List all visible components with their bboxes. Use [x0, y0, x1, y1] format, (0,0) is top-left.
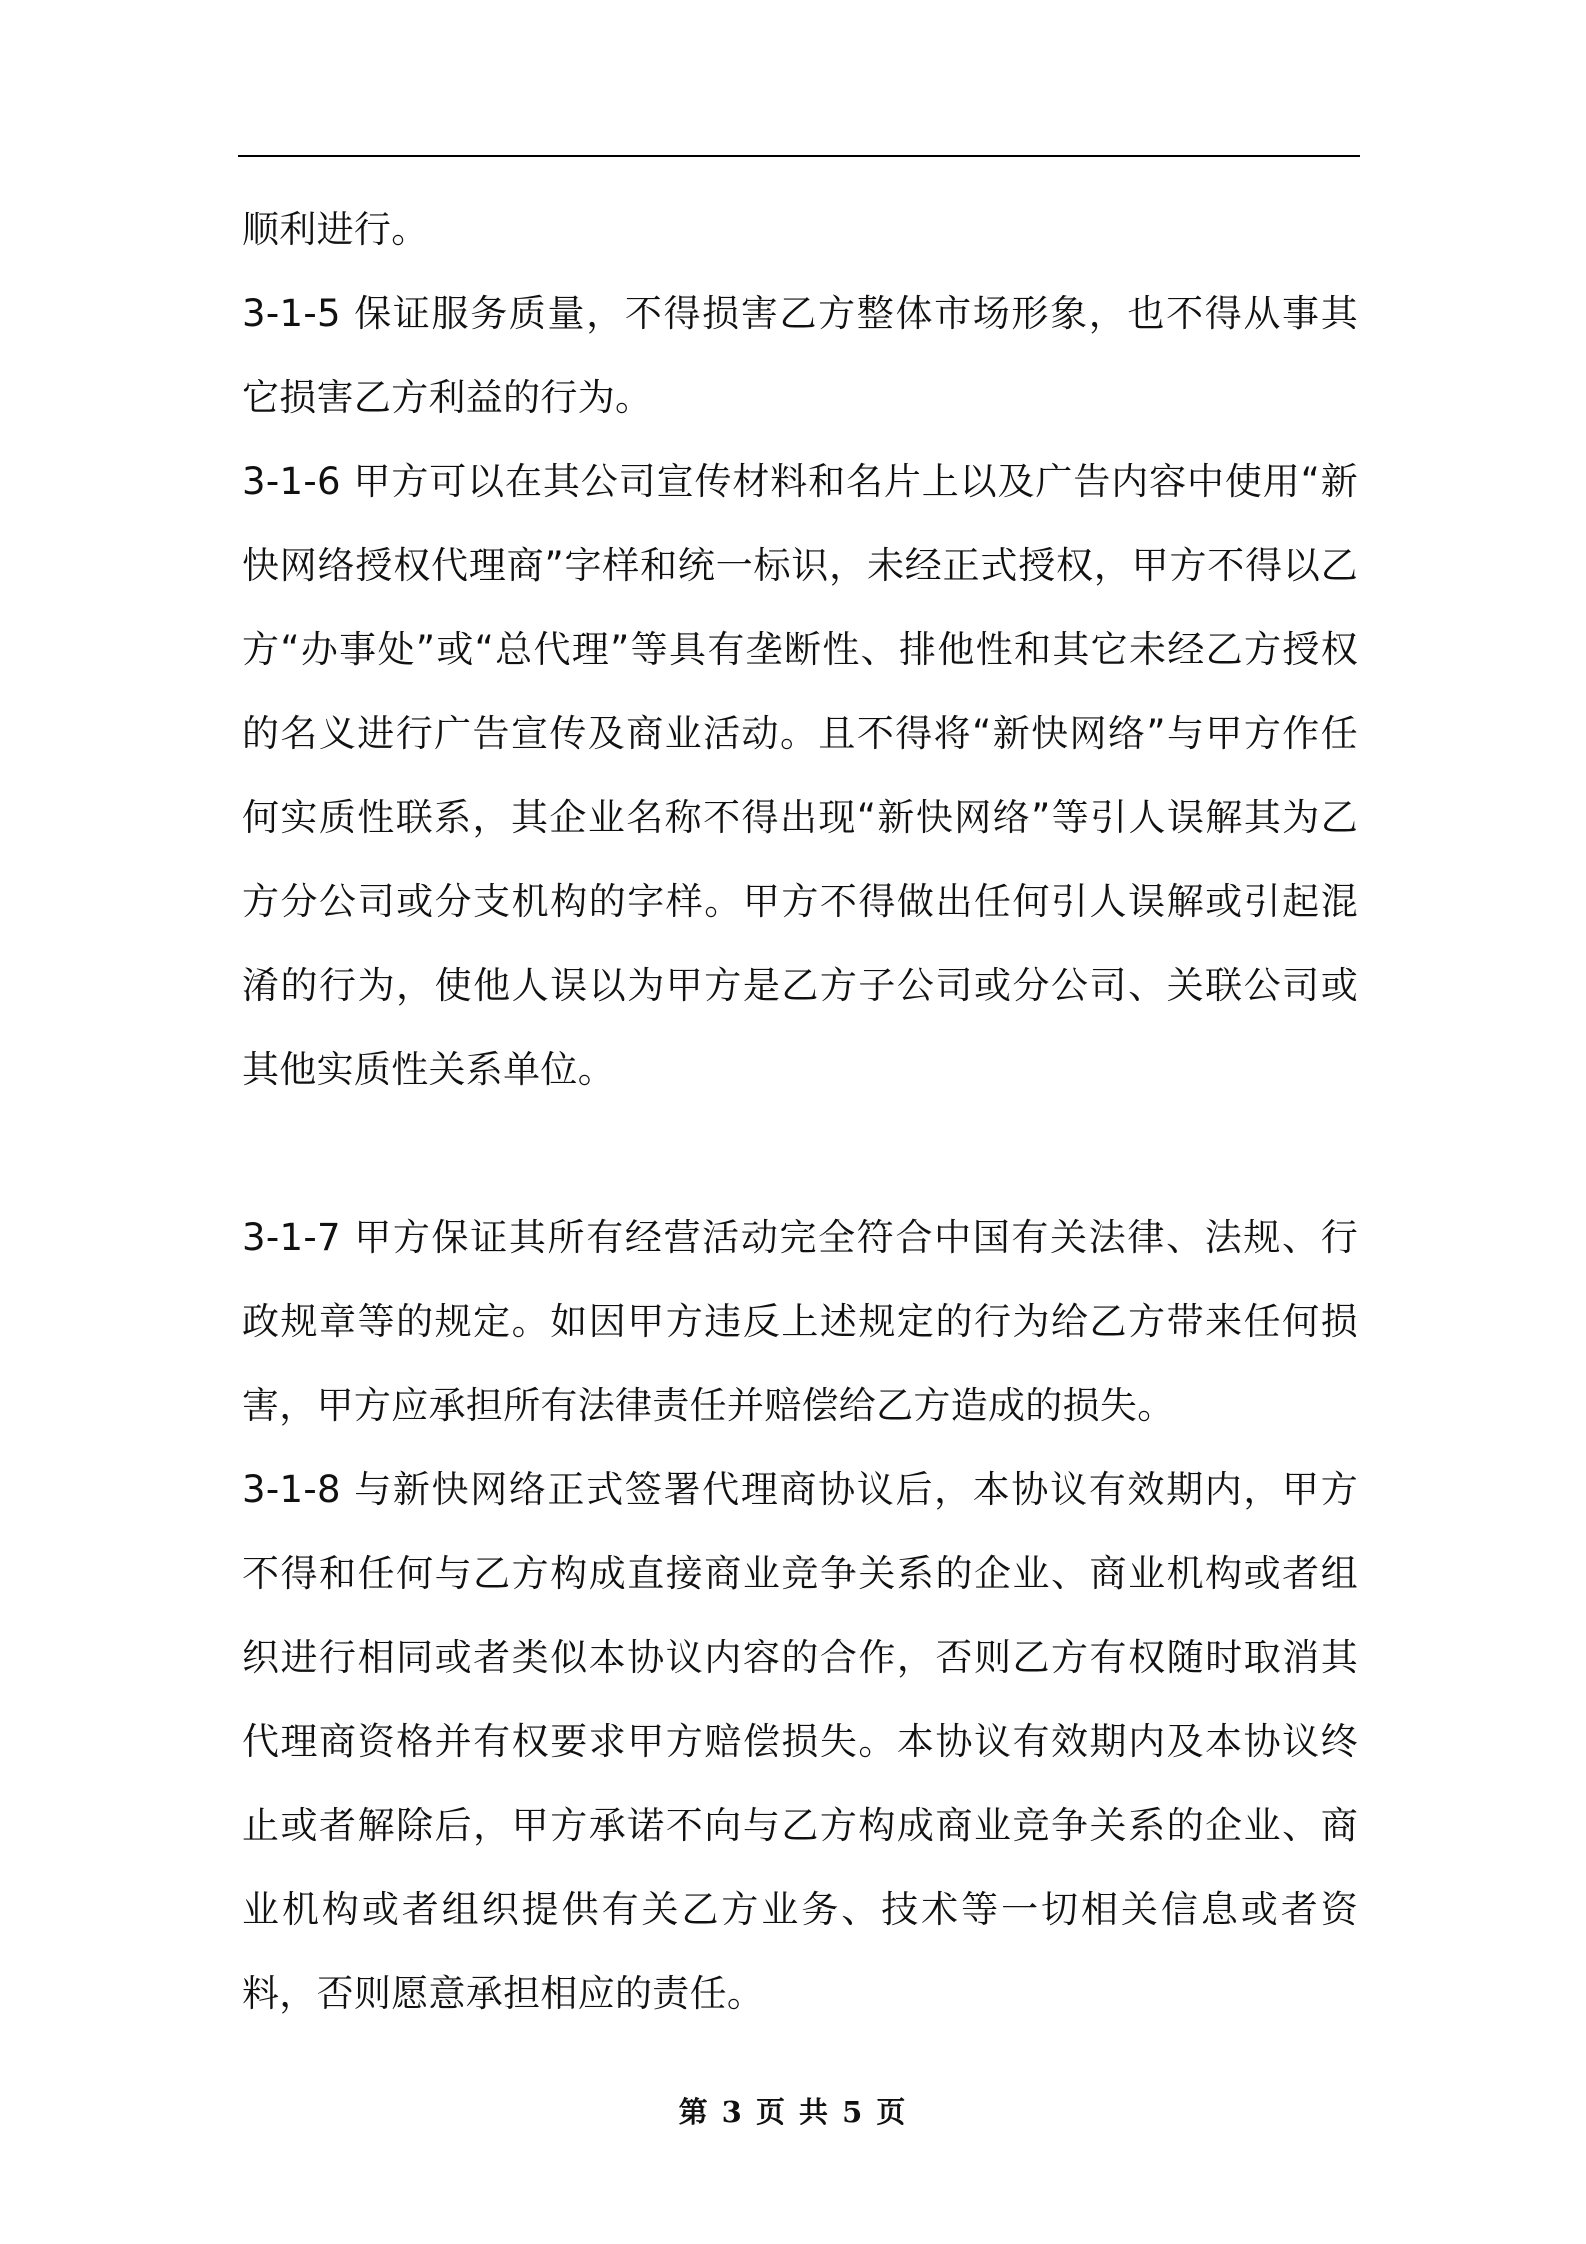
- paragraph-continued: 顺利进行。: [242, 208, 429, 251]
- paragraph-3-1-7: 3-1-7 甲方保证其所有经营活动完全符合中国有关法律、法规、行政规章等的规定。如因甲方违反上述规定的行为给乙方带来任何损害，甲方应承担所有法律责任并赔偿给乙方造成的损失。: [242, 1216, 1358, 1427]
- page-number-footer: 第 3 页 共 5 页: [678, 2095, 908, 2129]
- paragraph-3-1-5: 3-1-5 保证服务质量，不得损害乙方整体市场形象，也不得从事其它损害乙方利益的行为。: [242, 292, 1358, 419]
- paragraph-3-1-6: 3-1-6 甲方可以在其公司宣传材料和名片上以及广告内容中使用“新快网络授权代理商”字样和统一标识，未经正式授权，甲方不得以乙方“办事处”或“总代理”等具有垄断性、排他性和其它未经乙方授权的名义进行广告宣传及商业活动。且不得将“新快网络”与甲方作任何实质性联系，其企业名称不得出现“新快网络”等引人误解其为乙方分公司或分支机构的字样。甲方不得做出任何引人误解或引起混淆的行为，使他人误以为甲方是乙方子公司或分公司、关联公司或其他实质性关系单位。: [242, 460, 1358, 1091]
- paragraph-3-1-8: 3-1-8 与新快网络正式签署代理商协议后，本协议有效期内，甲方不得和任何与乙方构成直接商业竞争关系的企业、商业机构或者组织进行相同或者类似本协议内容的合作，否则乙方有权随时取消其代理商资格并有权要求甲方赔偿损失。本协议有效期内及本协议终止或者解除后，甲方承诺不向与乙方构成商业竞争关系的企业、商业机构或者组织提供有关乙方业务、技术等一切相关信息或者资料，否则愿意承担相应的责任。: [242, 1468, 1358, 2015]
- header-rule: [238, 155, 1360, 157]
